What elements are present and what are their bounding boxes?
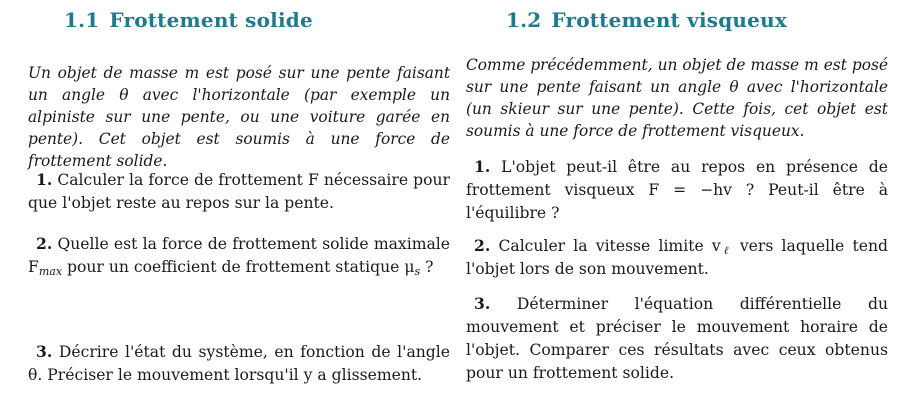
question-text: Quelle est la force de frottement solide maximale F xyxy=(28,235,450,276)
question-text-cont: vers laquelle tend l'objet lors de son mouvement. xyxy=(466,237,888,278)
question-2 xyxy=(466,234,888,281)
section-number: 1.1 xyxy=(64,8,100,32)
question-text: Décrire l'état du système, en fonction de l'angle θ. Préciser le mouvement lorsqu'il y a glissement. xyxy=(28,343,450,384)
question-1 xyxy=(466,155,888,225)
question-3 xyxy=(28,340,450,387)
question-number: 3. xyxy=(36,342,53,361)
section-title-text: Frottement solide xyxy=(109,8,313,32)
subscript: max xyxy=(38,265,63,278)
section-title xyxy=(64,8,313,32)
intro-paragraph: Un objet de masse m est posé sur une pente faisant un angle θ avec l'horizontale (par exemple un alpiniste sur une pente, ou une voiture garée en pente). Cet objet est soumis à une force de frottement solide. xyxy=(28,64,450,170)
question-text-end: ? xyxy=(420,258,434,276)
section-number: 1.2 xyxy=(506,8,542,32)
question-text: Calculer la vitesse limite v xyxy=(498,237,721,255)
section-title xyxy=(506,8,787,32)
subscript: ℓ xyxy=(720,244,732,257)
question-number: 2. xyxy=(474,236,491,255)
question-1 xyxy=(28,168,450,215)
question-text: Déterminer l'équation différentielle du mouvement et préciser le mouvement horaire de l'objet. Comparer ces résultats avec ceux obtenus pour un frottement solide. xyxy=(466,295,888,382)
question-number: 2. xyxy=(36,234,53,253)
question-text: L'objet peut-il être au repos en présence de frottement visqueux F = −hv ? Peut-il être à l'équilibre ? xyxy=(466,158,888,222)
question-2 xyxy=(28,232,450,279)
question-text: Calculer la force de frottement F nécessaire pour que l'objet reste au repos sur la pente. xyxy=(28,171,450,212)
subscript: s xyxy=(414,265,421,278)
question-number: 1. xyxy=(474,157,491,176)
section-title-text: Frottement visqueux xyxy=(551,8,787,32)
question-number: 3. xyxy=(474,294,491,313)
question-number: 1. xyxy=(36,170,53,189)
question-3 xyxy=(466,292,888,385)
question-text-cont: pour un coefficient de frottement statique μ xyxy=(62,258,415,276)
intro-paragraph: Comme précédemment, un objet de masse m est posé sur une pente faisant un angle θ avec l'horizontale (un skieur sur une pente). Cette fois, cet objet est soumis à une force de frottement visqueux. xyxy=(466,56,888,140)
